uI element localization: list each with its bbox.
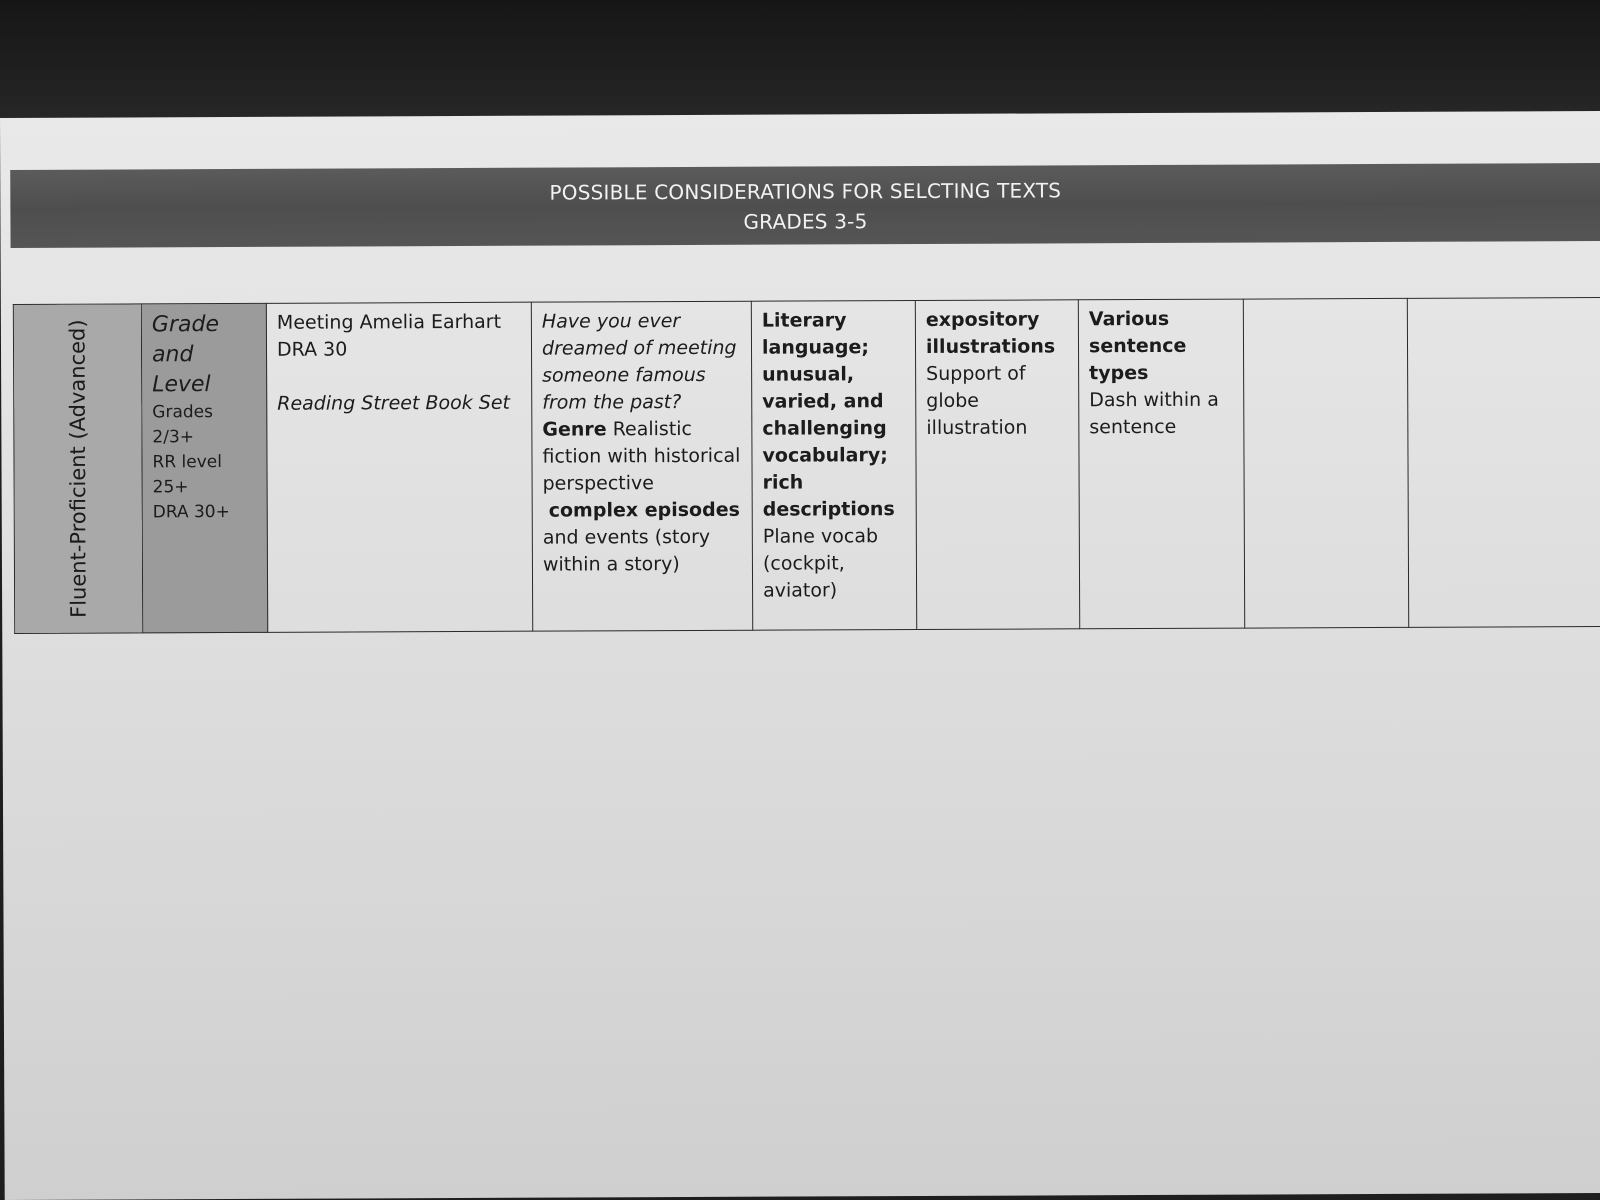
grade-line: 2/3+ bbox=[152, 427, 195, 448]
illustrations-cell bbox=[915, 300, 1079, 630]
sentences-line: sentence bbox=[1089, 415, 1177, 439]
language-bold-line: descriptions bbox=[762, 498, 895, 521]
language-line: aviator) bbox=[763, 579, 838, 602]
title-cell bbox=[266, 302, 532, 632]
language-bold-line: language; bbox=[761, 336, 869, 359]
grade-line: RR level bbox=[152, 452, 222, 473]
book-level: DRA 30 bbox=[276, 338, 348, 361]
language-bold-line: vocabulary; bbox=[762, 444, 888, 467]
sentences-line: Dash within a bbox=[1089, 388, 1219, 412]
illustrations-line: illustration bbox=[926, 416, 1028, 439]
level-side-cell bbox=[13, 304, 142, 634]
language-bold-line: varied, and bbox=[762, 390, 884, 413]
book-title: Meeting Amelia Earhart bbox=[276, 310, 502, 334]
dark-background bbox=[0, 0, 1600, 130]
empty-cell bbox=[1407, 298, 1600, 628]
language-bold-line: rich bbox=[762, 471, 804, 494]
language-cell bbox=[751, 301, 916, 631]
considerations-table bbox=[13, 297, 1600, 634]
episodes-label: complex episodes bbox=[548, 498, 740, 522]
table-row bbox=[13, 298, 1600, 634]
grade-heading-2: and Level bbox=[151, 342, 211, 398]
language-line: (cockpit, bbox=[762, 552, 845, 575]
grade-line: DRA 30+ bbox=[152, 502, 230, 523]
genre-line: fiction with historical bbox=[542, 444, 741, 468]
sentences-cell bbox=[1078, 299, 1244, 629]
banner-title: POSSIBLE CONSIDERATIONS FOR SELCTING TEXTS bbox=[549, 178, 1062, 205]
genre-text: Realistic bbox=[606, 417, 693, 441]
book-source: Reading Street Book Set bbox=[277, 391, 511, 415]
episodes-line: and events (story bbox=[542, 525, 711, 549]
sentences-bold-line: sentence types bbox=[1088, 334, 1187, 385]
sentences-bold-line: Various bbox=[1088, 307, 1170, 331]
illustrations-bold-line: illustrations bbox=[925, 335, 1056, 358]
language-bold-line: challenging bbox=[762, 417, 887, 440]
language-bold-line: Literary bbox=[761, 309, 847, 332]
level-label: Fluent-Proficient (Advanced) bbox=[64, 319, 91, 618]
illustrations-line: Support of bbox=[926, 362, 1026, 385]
genre-line: perspective bbox=[542, 472, 654, 495]
grade-level-cell bbox=[141, 303, 267, 633]
language-bold-line: unusual, bbox=[762, 363, 855, 386]
paper-sheet bbox=[0, 111, 1600, 1200]
language-line: Plane vocab bbox=[762, 525, 879, 548]
hook-line: from the past? bbox=[542, 391, 682, 414]
grade-heading-1: Grade bbox=[151, 312, 220, 338]
genre-label: Genre bbox=[542, 418, 607, 441]
grade-line: 25+ bbox=[152, 477, 189, 498]
hook-line: dreamed of meeting bbox=[541, 336, 737, 360]
illustrations-bold-line: expository bbox=[925, 308, 1040, 331]
hook-line: someone famous bbox=[542, 363, 706, 387]
illustrations-line: globe bbox=[926, 389, 980, 412]
hook-line: Have you ever bbox=[541, 310, 681, 333]
title-banner bbox=[10, 163, 1600, 248]
genre-line bbox=[542, 416, 741, 444]
empty-cell bbox=[1243, 298, 1408, 628]
content-cell bbox=[531, 301, 752, 631]
banner-subtitle: GRADES 3-5 bbox=[743, 209, 868, 234]
episodes-line: within a story) bbox=[542, 553, 680, 576]
grade-line: Grades bbox=[152, 402, 214, 423]
